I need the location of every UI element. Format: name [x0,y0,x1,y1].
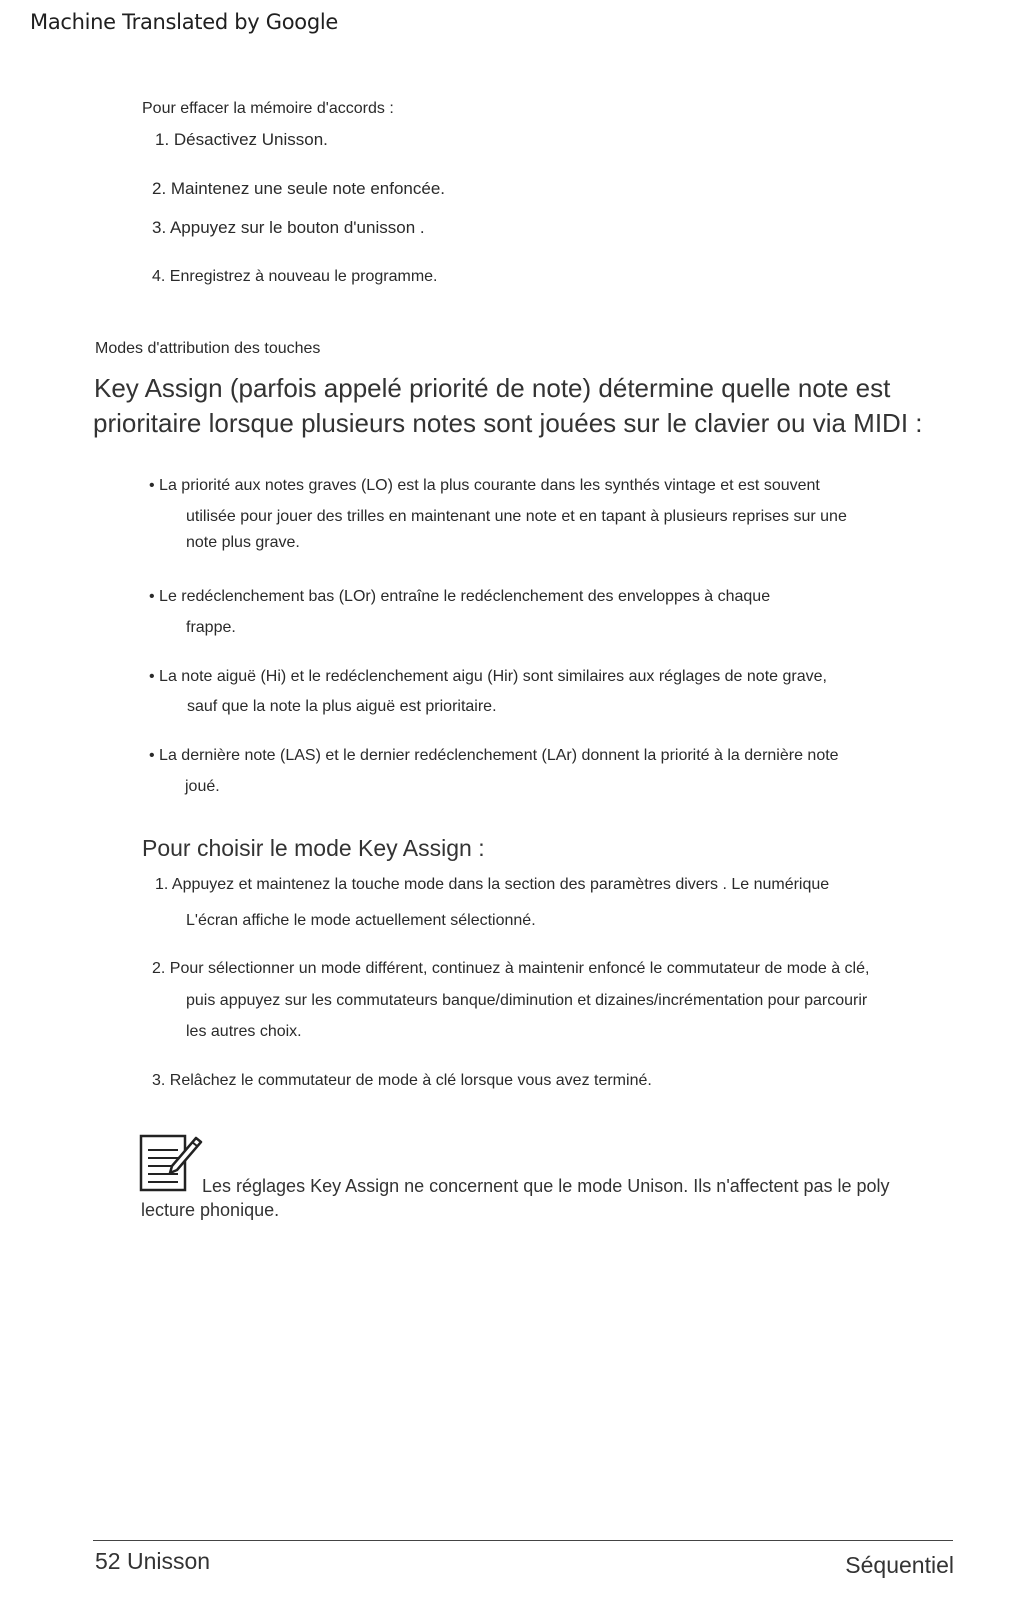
machine-translation-banner: Machine Translated by Google [30,10,339,34]
clear-step-4: 4. Enregistrez à nouveau le programme. [152,268,438,285]
bullet-lo-line-2: utilisée pour jouer des trilles en maintenant une note et en tapant à plusieurs reprises sur une [186,508,847,525]
key-assign-intro-line-2: prioritaire lorsque plusieurs notes sont jouées sur le clavier ou via MIDI : [93,408,923,438]
choose-step-1-line-2: L'écran affiche le mode actuellement sélectionné. [186,912,536,929]
key-assign-section-label: Modes d'attribution des touches [95,340,321,357]
choose-step-2-line-2: puis appuyez sur les commutateurs banque/diminution et dizaines/incrémentation pour parcourir [186,992,868,1009]
clear-step-2: 2. Maintenez une seule note enfoncée. [152,179,445,198]
note-text-line-2: lecture phonique. [141,1200,280,1220]
choose-mode-title: Pour choisir le mode Key Assign : [142,835,485,861]
choose-step-2-line-1: 2. Pour sélectionner un mode différent, continuez à maintenir enfoncé le commutateur de mode à clé, [152,960,870,977]
bullet-lo-line-1: • La priorité aux notes graves (LO) est la plus courante dans les synthés vintage et est souvent [149,477,820,494]
bullet-las-line-2: joué. [185,778,220,795]
clear-step-1: 1. Désactivez Unisson. [155,130,328,149]
bullet-las-line-1: • La dernière note (LAS) et le dernier redéclenchement (LAr) donnent la priorité à la dernière note [149,747,839,764]
key-assign-intro-line-1: Key Assign (parfois appelé priorité de note) détermine quelle note est [94,373,891,403]
bullet-hi-line-1: • La note aiguë (Hi) et le redéclenchement aigu (Hir) sont similaires aux réglages de note grave, [149,668,827,685]
clear-step-3: 3. Appuyez sur le bouton d'unisson . [152,218,425,237]
choose-step-3-line-1: 3. Relâchez le commutateur de mode à clé lorsque vous avez terminé. [152,1072,652,1089]
note-pad-pencil-icon [138,1132,204,1198]
footer-page-label: 52 Unisson [95,1548,211,1574]
footer-brand: Séquentiel [845,1552,954,1578]
clear-memory-title: Pour effacer la mémoire d'accords : [142,100,394,117]
note-text-line-1: Les réglages Key Assign ne concernent que le mode Unison. Ils n'affectent pas le poly [202,1176,890,1196]
choose-step-2-line-3: les autres choix. [186,1023,302,1040]
bullet-lor-line-2: frappe. [186,619,236,636]
bullet-hi-line-2: sauf que la note la plus aiguë est prioritaire. [187,698,497,715]
choose-step-1-line-1: 1. Appuyez et maintenez la touche mode dans la section des paramètres divers . Le numérique [155,876,830,893]
bullet-lor-line-1: • Le redéclenchement bas (LOr) entraîne le redéclenchement des enveloppes à chaque [149,588,771,605]
bullet-lo-line-3: note plus grave. [186,534,300,551]
footer-divider [93,1540,953,1541]
